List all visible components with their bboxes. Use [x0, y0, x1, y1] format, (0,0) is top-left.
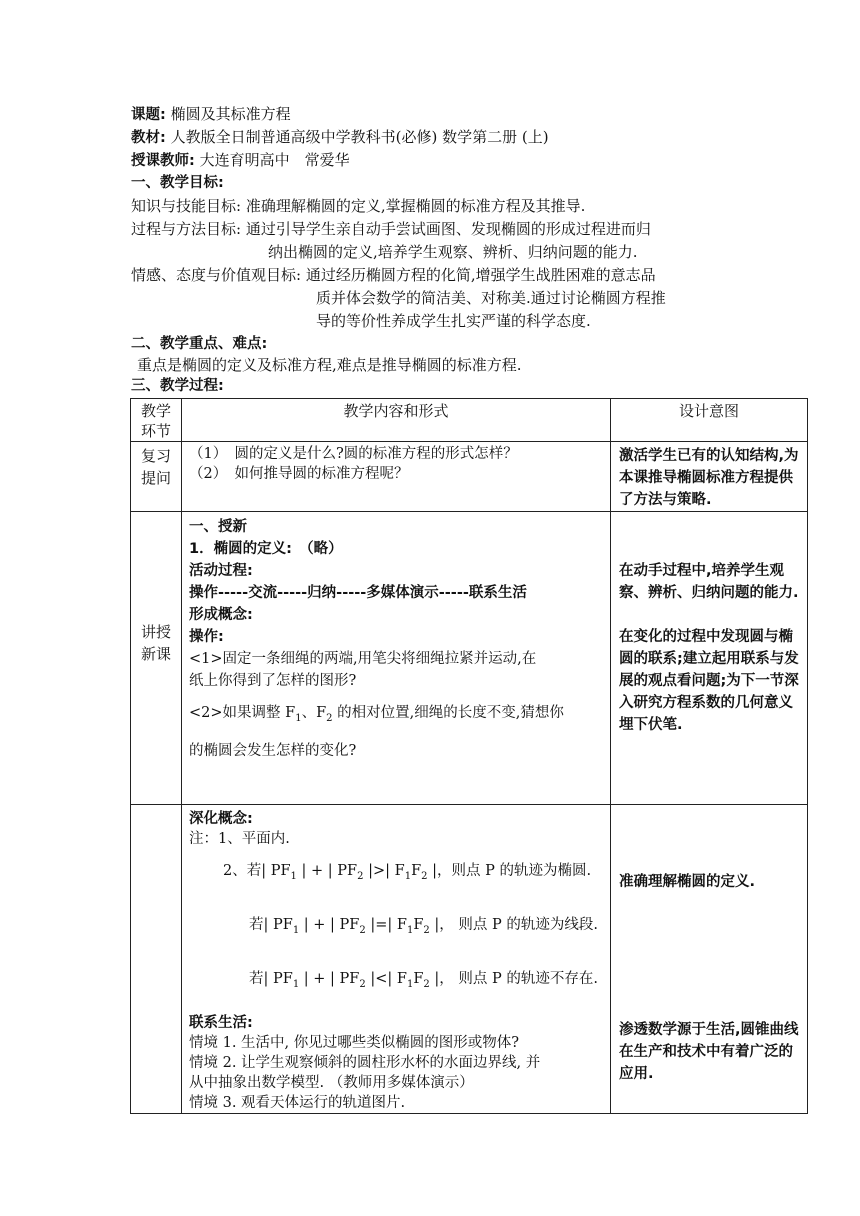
row2-line-form-concept: 形成概念: — [189, 607, 253, 623]
objective-emotion-line3: 导的等价性养成学生扎实严谨的科学态度. — [316, 312, 591, 330]
row1-stage-line1: 复习 — [140, 447, 171, 465]
cond3-sub-c: 1 — [406, 978, 414, 990]
textbook-value: 人教版全日制普通高级中学教科书(必修) 数学第二册 (上) — [170, 128, 549, 146]
row3-line-deepen: 深化概念: — [189, 811, 253, 827]
header-content — [182, 399, 611, 442]
cond3-mid1: | + | PF — [299, 970, 360, 987]
row2-line-op2a — [189, 702, 606, 730]
row2-line-newlesson: 一、授新 — [189, 519, 247, 535]
row3-intent — [611, 805, 808, 1114]
cond2-mid1: | + | PF — [299, 916, 360, 933]
row1-stage — [131, 442, 182, 512]
keypoints-text: 重点是椭圆的定义及标准方程,难点是推导椭圆的标准方程. — [137, 356, 522, 374]
row3-condition-none — [189, 969, 606, 995]
cond1-mid1: | + | PF — [296, 863, 358, 879]
process-heading: 三、教学过程: — [131, 378, 224, 394]
cond1-sub-d: 2 — [421, 870, 428, 882]
topic-label: 课题: — [131, 107, 166, 123]
row2-line-op1a: <1>固定一条细绳的两端,用笔尖将细绳拉紧并运动,在 — [189, 651, 537, 667]
cond1-sub-a: 1 — [290, 870, 297, 882]
row1-question2: （2） 如何推导圆的标准方程呢？ — [189, 466, 409, 482]
table-row — [131, 805, 808, 1114]
topic-line — [131, 104, 291, 125]
row2-line-op2b: 的椭圆会发生怎样的变化? — [189, 742, 357, 759]
row3-scenario1: 情境 1. 生活中, 你见过哪些类似椭圆的图形或物体? — [189, 1034, 520, 1051]
cond2-pre: 若| PF — [249, 916, 293, 933]
row3-line-note: 注：1、平面内. — [189, 831, 290, 847]
keypoints-heading: 二、教学重点、难点: — [131, 336, 268, 352]
table-row — [131, 442, 808, 512]
row2-line-op1b: 纸上你得到了怎样的图形? — [189, 673, 357, 689]
row2-op2-part2: 、F — [301, 705, 327, 721]
row2-op2-part3: 的相对位置,细绳的长度不变,猜想你 — [332, 705, 564, 721]
row2-line-operation: 操作: — [189, 629, 224, 645]
row2-stage-line2: 新课 — [140, 645, 171, 663]
row3-condition-segment — [189, 915, 606, 941]
row2-line-activity: 活动过程: — [189, 563, 253, 579]
cond2-sub-a: 1 — [292, 924, 300, 936]
cond1-mid2: |>| F — [363, 863, 405, 879]
row1-question1: （1） 圆的定义是什么?圆的标准方程的形式怎样？ — [189, 446, 518, 462]
cond3-sub-a: 1 — [292, 978, 300, 990]
row3-scenario3: 情境 3. 观看天体运行的轨道图片. — [189, 1094, 406, 1111]
row2-op2-part1: <2>如果调整 F — [189, 705, 296, 721]
header-stage-line1: 教学 — [140, 402, 171, 420]
row2-line-definition: 1．椭圆的定义: （略） — [189, 541, 343, 557]
row2-stage-line1: 讲授 — [140, 623, 171, 641]
row3-condition-ellipse — [189, 861, 606, 887]
cond1-pre: 2、若| PF — [223, 863, 291, 879]
table-row — [131, 512, 808, 805]
objective-emotion-line1: 情感、态度与价值观目标: 通过经历椭圆方程的化简,增强学生战胜困难的意志品 — [131, 266, 656, 284]
topic-value: 椭圆及其标准方程 — [170, 105, 291, 123]
row3-scenario2b: 从中抽象出数学模型. （教师用多媒体演示） — [189, 1074, 474, 1091]
table-header-row — [131, 399, 808, 442]
objective-knowledge: 知识与技能目标: 准确理解椭圆的定义,掌握椭圆的标准方程及其推导. — [131, 197, 586, 215]
row3-intent-text2: 渗透数学源于生活,圆锥曲线在生产和技术中有着广泛的应用. — [619, 1022, 799, 1082]
row3-stage — [131, 805, 182, 1114]
cond2-mid2: |=| F — [365, 916, 407, 933]
header-content-label: 教学内容和形式 — [343, 402, 449, 420]
row2-stage — [131, 512, 182, 805]
cond1-post: |，则点 P 的轨迹为椭圆. — [427, 863, 592, 879]
row3-intent-text1: 准确理解椭圆的定义. — [619, 874, 756, 890]
objective-process-line2: 纳出椭圆的定义,培养学生观察、辨析、归纳问题的能力. — [268, 243, 638, 261]
teacher-label: 授课教师: — [131, 153, 195, 169]
header-stage — [131, 399, 182, 442]
teacher-value: 大连育明高中 常爱华 — [199, 151, 350, 169]
row1-stage-line2: 提问 — [140, 469, 171, 487]
cond3-post: |， 则点 P 的轨迹不存在. — [429, 970, 598, 987]
cond3-sub-d: 2 — [423, 978, 430, 990]
row2-op2-sub1: 1 — [295, 712, 302, 724]
cond2-post: |， 则点 P 的轨迹为线段. — [429, 916, 598, 933]
objectives-heading: 一、教学目标: — [131, 175, 224, 191]
cond3-mid3: F — [413, 970, 424, 987]
row2-intent — [611, 512, 808, 805]
row1-intent — [611, 442, 808, 512]
cond2-sub-c: 1 — [406, 924, 414, 936]
cond3-mid2: |<| F — [365, 970, 407, 987]
cond1-mid3: F — [411, 863, 422, 879]
row2-intent-text1: 在动手过程中,培养学生观察、辨析、归纳问题的能力. — [619, 563, 799, 601]
row2-line-steps: 操作-----交流-----归纳-----多媒体演示-----联系生活 — [189, 585, 527, 601]
row1-content — [182, 442, 611, 512]
row3-content — [182, 805, 611, 1114]
row2-op2-sub2: 2 — [326, 712, 333, 724]
row3-scenario2a: 情境 2. 让学生观察倾斜的圆柱形水杯的水面边界线, 并 — [189, 1054, 541, 1071]
header-intent-label: 设计意图 — [678, 402, 739, 420]
cond2-sub-b: 2 — [359, 924, 366, 936]
cond1-sub-b: 2 — [357, 870, 364, 882]
cond3-pre: 若| PF — [249, 970, 293, 987]
textbook-label: 教材: — [131, 130, 166, 146]
cond2-sub-d: 2 — [423, 924, 430, 936]
header-stage-line2: 环节 — [140, 422, 171, 440]
lesson-table — [130, 398, 808, 1114]
cond3-sub-b: 2 — [359, 978, 366, 990]
row2-intent-text2: 在变化的过程中发现圆与椭圆的联系;建立起用联系与发展的观点看问题;为下一节深入研究方程系数的几何意义埋下伏笔. — [619, 629, 799, 733]
cond1-sub-c: 1 — [404, 870, 412, 882]
cond2-mid3: F — [413, 916, 424, 933]
header-intent — [611, 399, 808, 442]
row3-life-heading: 联系生活: — [189, 1014, 253, 1031]
teacher-line — [131, 150, 350, 171]
objective-emotion-line2: 质并体会数学的简洁美、对称美.通过讨论椭圆方程推 — [316, 289, 666, 307]
row1-intent-text: 激活学生已有的认知结构,为本课推导椭圆标准方程提供了方法与策略. — [619, 448, 799, 508]
row2-content — [182, 512, 611, 805]
objective-process-line1: 过程与方法目标: 通过引导学生亲自动手尝试画图、发现椭圆的形成过程进而归 — [131, 220, 651, 238]
textbook-line — [131, 127, 549, 148]
